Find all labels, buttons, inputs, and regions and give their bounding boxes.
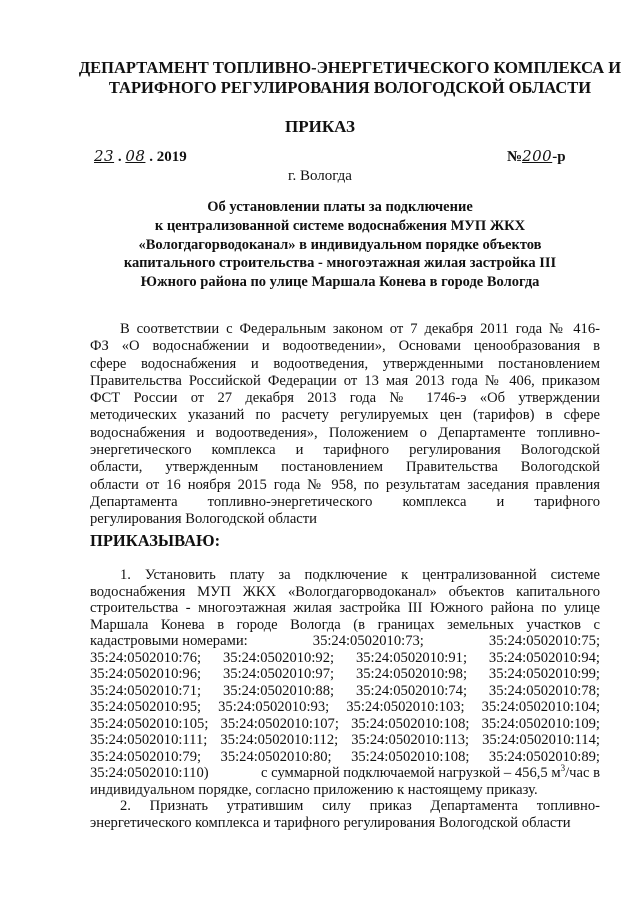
cadastral-number: 35:24:0502010:91; xyxy=(355,649,468,666)
date-month: 08 xyxy=(125,147,146,165)
item1-line: водоснабжения МУП ЖКХ «Вологдагорводоканал» объектов капитального xyxy=(90,583,600,600)
preamble-line: В соответствии с Федеральным законом от 7 декабря 2011 года № 416- xyxy=(120,321,600,337)
cadastral-row xyxy=(90,650,600,667)
preamble-line: водоснабжения и водоотведения», Положением о Департаменте топливно- xyxy=(90,424,600,441)
cadastral-number: 35:24:0502010:107; xyxy=(220,715,339,732)
header-line-1: ДЕПАРТАМЕНТ ТОПЛИВНО-ЭНЕРГЕТИЧЕСКОГО КОМПЛЕКСА И xyxy=(78,58,622,77)
number-suffix: -р xyxy=(552,149,566,165)
header-line-2: ТАРИФНОГО РЕГУЛИРОВАНИЯ ВОЛОГОДСКОЙ ОБЛАСТИ xyxy=(108,78,592,97)
cadastral-row xyxy=(90,683,600,700)
cadastral-label: кадастровыми номерами: xyxy=(90,633,248,649)
cadastral-row xyxy=(90,666,600,683)
preamble-paragraph xyxy=(90,321,600,529)
preamble-line: Департамента топливно-энергетического комплекса и тарифного xyxy=(90,493,600,510)
city-name: г. Вологда xyxy=(288,168,352,184)
cadastral-row xyxy=(90,699,600,716)
cadastral-number: 35:24:0502010:105; xyxy=(90,715,209,732)
document-date xyxy=(94,147,187,166)
cadastral-number: 35:24:0502010:114; xyxy=(482,732,600,748)
preamble-line: Правительства Российской Федерации от 13 мая 2013 года № 406, приказом xyxy=(90,372,600,389)
item1-line: строительства - многоэтажная жилая застройка III Южного района по улице xyxy=(90,600,600,616)
preamble-line: области от 16 ноября 2015 года № 958, по результатам заседания правления xyxy=(90,476,600,493)
cadastral-number: 35:24:0502010:95; xyxy=(90,699,202,715)
cadastral-number: 35:24:0502010:103; xyxy=(346,699,465,715)
preamble-line: методических указаний по расчету регулируемых цен (тарифов) в сфере xyxy=(90,407,600,424)
cadastral-number: 35:24:0502010:74; xyxy=(355,682,468,699)
item2-line: 2. Признать утратившим силу приказ Департамента топливно- xyxy=(120,798,600,814)
preamble-line: энергетического комплекса и тарифного регулирования Вологодской xyxy=(90,442,600,459)
load-unit-superscript: 3 xyxy=(560,763,566,774)
subject-line: капитального строительства - многоэтажная жилая застройка III xyxy=(123,255,557,272)
order-items xyxy=(90,567,600,831)
cadastral-number: 35:24:0502010:80; xyxy=(220,748,332,765)
subject-line: Южного района по улице Маршала Конева в городе Вологда xyxy=(140,274,540,291)
preamble-line: регулирования Вологодской области xyxy=(90,511,317,528)
cadastral-number: 35:24:0502010:89; xyxy=(488,748,600,765)
cadastral-number: 35:24:0502010:93; xyxy=(218,699,330,715)
number-value: 200 xyxy=(522,147,553,165)
cadastral-number: 35:24:0502010:112; xyxy=(220,732,339,748)
cadastral-number: 35:24:0502010:109; xyxy=(481,715,600,732)
date-separator-2: . xyxy=(149,149,153,165)
cadastral-number: 35:24:0502010:71; xyxy=(90,682,202,699)
cadastral-number: 35:24:0502010:99; xyxy=(488,666,600,682)
cadastral-number: 35:24:0502010:108; xyxy=(351,748,470,765)
cadastral-number: 35:24:0502010:88; xyxy=(222,682,335,699)
cadastral-number: 35:24:0502010:92; xyxy=(222,649,335,666)
item1-line: Маршала Конева в городе Вологда (в границах земельных участков с xyxy=(90,616,600,633)
cadastral-number: 35:24:0502010:79; xyxy=(90,748,202,765)
order-word: ПРИКАЗЫВАЮ: xyxy=(90,531,221,550)
cadastral-number: 35:24:0502010:75; xyxy=(488,633,600,649)
cadastral-number: 35:24:0502010:96; xyxy=(90,666,202,682)
cadastral-number: 35:24:0502010:111; xyxy=(90,732,208,748)
preamble-line: сфере водоснабжения и водоотведения, утвержденными постановлением xyxy=(90,355,600,372)
load-row xyxy=(90,765,600,782)
cadastral-number: 35:24:0502010:97; xyxy=(222,666,335,682)
preamble-line: ФЗ «О водоснабжении и водоотведении», Основами ценообразования в xyxy=(90,338,600,355)
document-title: ПРИКАЗ xyxy=(285,117,355,136)
cadastral-row xyxy=(90,732,600,749)
subject-line: к централизованной системе водоснабжения МУП ЖКХ xyxy=(154,217,526,234)
cadastral-number: 35:24:0502010:104; xyxy=(481,699,600,715)
cadastral-number: 35:24:0502010:113; xyxy=(351,732,470,748)
load-value xyxy=(261,765,600,782)
cadastral-row xyxy=(90,633,600,650)
cadastral-number: 35:24:0502010:110) xyxy=(90,765,209,781)
cadastral-number: 35:24:0502010:78; xyxy=(488,682,600,699)
item2-line: энергетического комплекса и тарифного регулирования Вологодской области xyxy=(90,814,571,831)
item1-line: 1. Установить плату за подключение к централизованной системе xyxy=(120,567,600,583)
load-unit: /час в xyxy=(565,765,600,781)
cadastral-number: 35:24:0502010:98; xyxy=(355,666,468,682)
number-prefix: № xyxy=(507,149,523,165)
date-year: 2019 xyxy=(156,149,187,165)
cadastral-number: 35:24:0502010:76; xyxy=(90,649,202,666)
date-separator-1: . xyxy=(117,149,122,165)
preamble-line: области, утвержденным постановлением Правительства Вологодской xyxy=(90,459,600,476)
load-text: с суммарной подключаемой нагрузкой – 456,5 м xyxy=(261,765,561,781)
cadastral-number: 35:24:0502010:73; xyxy=(312,633,424,649)
cadastral-row xyxy=(90,749,600,766)
subject-line: «Вологдагорводоканал» в индивидуальном порядке объектов xyxy=(138,236,542,253)
item1-final-line: индивидуальном порядке, согласно приложению к настоящему приказу. xyxy=(90,781,538,798)
cadastral-number: 35:24:0502010:108; xyxy=(351,715,470,732)
subject-line: Об установлении платы за подключение xyxy=(207,199,473,215)
document-number xyxy=(507,147,566,166)
date-day: 23 xyxy=(94,147,115,165)
cadastral-row xyxy=(90,716,600,733)
preamble-line: ФСТ России от 27 декабря 2013 года № 1746-э «Об утверждении xyxy=(90,390,600,407)
order-subject xyxy=(90,198,590,292)
cadastral-number: 35:24:0502010:94; xyxy=(488,649,600,666)
department-header xyxy=(60,58,640,98)
